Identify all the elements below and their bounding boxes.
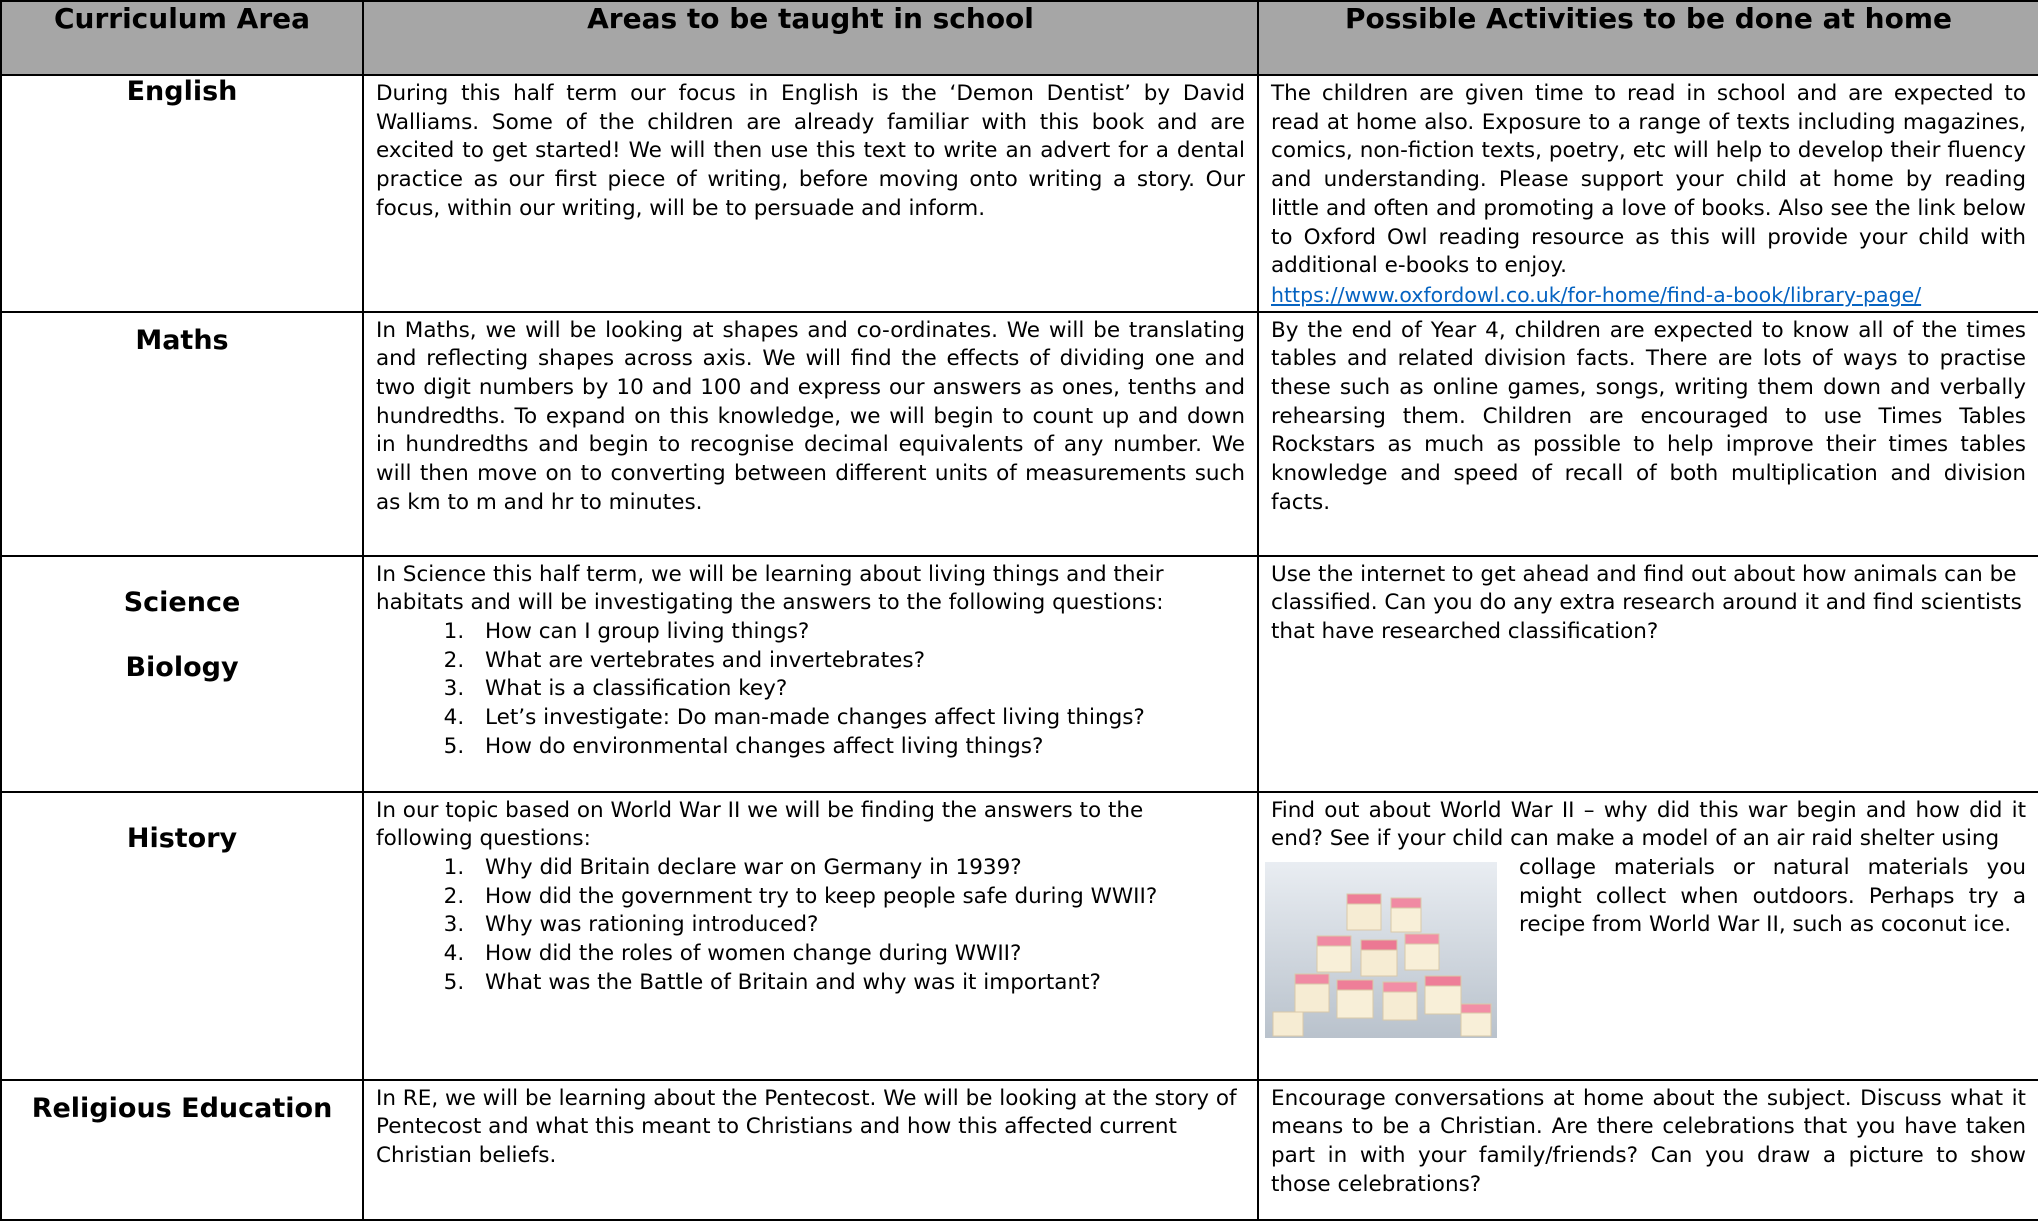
re-school-cell [363, 1080, 1258, 1220]
maths-row [1, 312, 2038, 556]
science-row [1, 556, 2038, 792]
history-question-list [376, 854, 1245, 998]
english-home-wrap [1259, 76, 2038, 311]
list-item: 2. What are vertebrates and invertebrates? [471, 647, 1245, 676]
science-home-text: Use the internet to get ahead and find out about how animals can be classified. Can you do any extra research around it and find scientists that have researched classification? [1271, 561, 2022, 645]
history-home-wrap [1259, 793, 2038, 941]
oxford-owl-link[interactable]: https://www.oxfordowl.co.uk/for-home/find-a-book/library-page/ [1271, 282, 1922, 307]
list-item: 4. Let’s investigate: Do man-made changes affect living things? [471, 704, 1245, 733]
header-curriculum-area: Curriculum Area [1, 1, 363, 75]
history-intro: In our topic based on World War II we will be finding the answers to the following questions: [376, 797, 1144, 852]
science-school-wrap [364, 557, 1257, 762]
list-item: 1. Why did Britain declare war on Germany in 1939? [471, 854, 1245, 883]
maths-home-cell [1258, 312, 2038, 556]
history-school-wrap [364, 793, 1257, 998]
coconut-ice-image [1265, 862, 1497, 1038]
science-school-cell [363, 556, 1258, 792]
science-label: Science [123, 586, 241, 618]
header-row [1, 1, 2038, 75]
maths-school-text: In Maths, we will be looking at shapes and co-ordinates. We will be translating and reflecting shapes across axis. We will find the effects of dividing one and two digit numbers by 10 and 100 and express our answers as ones, tenths and hundredths. To expand on this knowledge, we will begin to count up and down in hundredths and begin to recognise decimal equivalents of any number. We will then move on to converting between different units of measurements such as km to m and hr to minutes. [376, 317, 1245, 515]
history-row [1, 792, 2038, 1080]
biology-label: Biology [125, 651, 239, 683]
science-question-list [376, 618, 1245, 762]
history-home-rest: collage materials or natural materials you might collect when outdoors. Perhaps try a recipe from World War II, such as coconut ice. [1519, 855, 2026, 938]
header-home-activities: Possible Activities to be done at home [1258, 1, 2038, 75]
english-home-text: The children are given time to read in school and are expected to read at home also. Exposure to a range of texts including magazines, comics, non-fiction texts, poetry, etc will help to develop their fluency and understanding. Please support your child at home by reading little and often and promoting a love of books. Also see the link below to Oxford Owl reading resource as this will provide your child with additional e-books to enjoy. [1271, 81, 2026, 279]
science-area [1, 556, 363, 792]
re-area: Religious Education [1, 1080, 363, 1220]
list-item: 3. Why was rationing introduced? [471, 911, 1245, 940]
history-home-cell [1258, 792, 2038, 1080]
list-item: 5. What was the Battle of Britain and why was it important? [471, 969, 1245, 998]
list-item: 2. How did the government try to keep people safe during WWII? [471, 883, 1245, 912]
english-row [1, 75, 2038, 312]
english-school-cell [363, 75, 1258, 312]
maths-home-text: By the end of Year 4, children are expected to know all of the times tables and related division facts. There are lots of ways to practise these such as online games, songs, writing them down and verbally rehearsing them. Children are encouraged to use Times Tables Rockstars as much as possible to help improve their times tables knowledge and speed of recall of both multiplication and division facts. [1271, 317, 2026, 515]
english-area: English [1, 75, 363, 312]
re-home-text: Encourage conversations at home about the subject. Discuss what it means to be a Christian. Are there celebrations that you have taken part in with your family/friends? Can you draw a picture to show those celebrations? [1271, 1085, 2026, 1197]
re-home-cell [1258, 1080, 2038, 1220]
history-school-cell [363, 792, 1258, 1080]
maths-area: Maths [1, 312, 363, 556]
list-item: 4. How did the roles of women change during WWII? [471, 940, 1245, 969]
english-school-text: During this half term our focus in English is the ‘Demon Dentist’ by David Walliams. Some of the children are already familiar with this book and are excited to get started! We will then use this text to write an advert for a dental practice as our first piece of writing, before moving onto writing a story. Our focus, within our writing, will be to persuade and inform. [376, 81, 1245, 221]
science-intro: In Science this half term, we will be learning about living things and their habitats and will be investigating the answers to the following questions: [376, 561, 1164, 616]
header-taught-in-school: Areas to be taught in school [363, 1, 1258, 75]
maths-school-cell [363, 312, 1258, 556]
list-item: 3. What is a classification key? [471, 675, 1245, 704]
list-item: 1. How can I group living things? [471, 618, 1245, 647]
re-school-text: In RE, we will be learning about the Pentecost. We will be looking at the story of Pentecost and what this meant to Christians and how this affected current Christian beliefs. [376, 1085, 1237, 1169]
science-home-cell [1258, 556, 2038, 792]
history-area: History [1, 792, 363, 1080]
re-row [1, 1080, 2038, 1220]
list-item: 5. How do environmental changes affect living things? [471, 733, 1245, 762]
history-home-top: Find out about World War II – why did this war begin and how did it end? See if your child can make a model of an air raid shelter using [1271, 797, 2026, 852]
english-home-cell [1258, 75, 2038, 312]
